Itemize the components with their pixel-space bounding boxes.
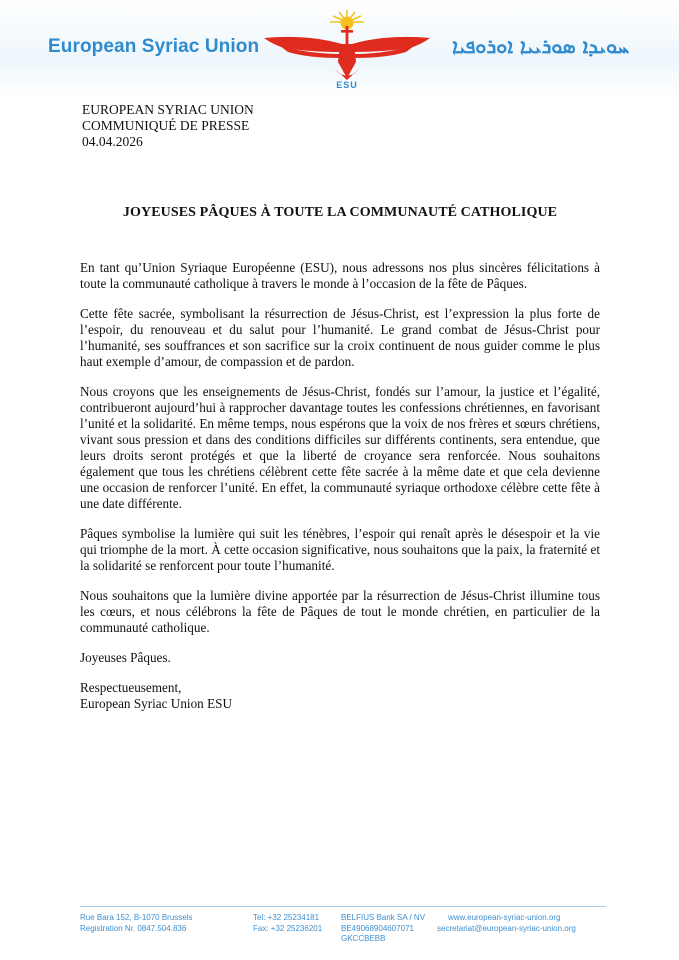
footer-bank: BELFIUS Bank SA / NV bbox=[341, 913, 426, 922]
letter-body bbox=[80, 260, 600, 712]
brand-name-latin: European Syriac Union bbox=[48, 36, 260, 57]
paragraph: Pâques symbolise la lumière qui suit les ténèbres, l’espoir qui renaît après le désespoir et la vie qui triomphe de la mort. À cette occasion significative, nous souhaitons que la paix, la fraternité et la solidarité se renforcent pour toute l’humanité. bbox=[80, 526, 600, 573]
press-release-meta bbox=[82, 102, 254, 150]
footer-tel: Tel: +32 25234181 bbox=[253, 913, 320, 922]
footer-fax: Fax: +32 25236201 bbox=[253, 923, 323, 933]
document-title: JOYEUSES PÂQUES À TOUTE LA COMMUNAUTÉ CATHOLIQUE bbox=[122, 205, 558, 220]
meta-date: 04.04.2026 bbox=[82, 134, 143, 149]
footer-email-column bbox=[437, 924, 576, 935]
signature-salutation: Respectueusement, bbox=[80, 680, 182, 695]
footer-divider bbox=[80, 906, 606, 907]
footer-bank-column bbox=[341, 913, 425, 945]
footer-bic: GKCCBEBB bbox=[341, 934, 386, 943]
meta-document-type: COMMUNIQUÉ DE PRESSE bbox=[82, 118, 250, 133]
paragraph: Nous croyons que les enseignements de Jésus-Christ, fondés sur l’amour, la justice et l’égalité, contribueront aujourd’hui à rapprocher davantage toutes les confessions chrétiennes, en favorisant l’unité et la solidarité. En même temps, nous espérons que la voix de nos frères et sœurs chrétiens, vivant sous pression et dans des conditions difficiles sur différents continents, sera entendue, que leurs droits seront protégés et que la liberté de croyance sera renforcée. Nous souhaitons également que tous les chrétiens célèbrent cette fête sacrée à la même date et que cela devienne une occasion de renforcer l’unité. En effet, la communauté syriaque orthodoxe célèbre cette fête à une date différente. bbox=[80, 384, 600, 511]
paragraph: Nous souhaitons que la lumière divine apportée par la résurrection de Jésus-Christ illumine tous les cœurs, et nous célébrons la fête de Pâques de tout le monde chrétien, en particulier de la communauté catholique. bbox=[80, 588, 600, 635]
brand-name-syriac: ܚܘܝܕܐ ܣܘܪܝܝܐ ܐܘܪܘܦܝܐ bbox=[452, 34, 630, 58]
paragraph: Cette fête sacrée, symbolisant la résurrection de Jésus-Christ, est l’expression la plus forte de l’espoir, du renouveau et du salut pour l’humanité. Le grand combat de Jésus-Christ pour l’humanité, ses souffrances et son sacrifice sur la croix continuent de nous guider comme le plus haut exemple d’amour, de compassion et de pardon. bbox=[80, 306, 600, 369]
letterhead bbox=[0, 0, 679, 100]
signature-block bbox=[80, 680, 600, 712]
footer-registration: Registration Nr. 0847.504.836 bbox=[80, 923, 187, 933]
closing-greeting: Joyeuses Pâques. bbox=[80, 650, 171, 665]
paragraph: En tant qu’Union Syriaque Européenne (ESU), nous adressons nos plus sincères félicitations à toute la communauté catholique à travers le monde à l’occasion de la fête de Pâques. bbox=[80, 260, 600, 291]
signature-name: European Syriac Union ESU bbox=[80, 696, 232, 711]
logo-caption: ESU bbox=[336, 80, 358, 90]
footer-email[interactable]: secretariat@european-syriac-union.org bbox=[437, 923, 576, 933]
footer-address: Rue Bara 152, B-1070 Brussels bbox=[80, 913, 193, 922]
footer-website[interactable]: www.european-syriac-union.org bbox=[448, 913, 561, 922]
meta-organization: EUROPEAN SYRIAC UNION bbox=[82, 102, 254, 117]
footer-phone-column bbox=[253, 913, 322, 934]
footer-iban: BE49068904607071 bbox=[341, 923, 414, 933]
footer-web-column bbox=[448, 913, 561, 924]
footer-address-column bbox=[80, 913, 193, 934]
